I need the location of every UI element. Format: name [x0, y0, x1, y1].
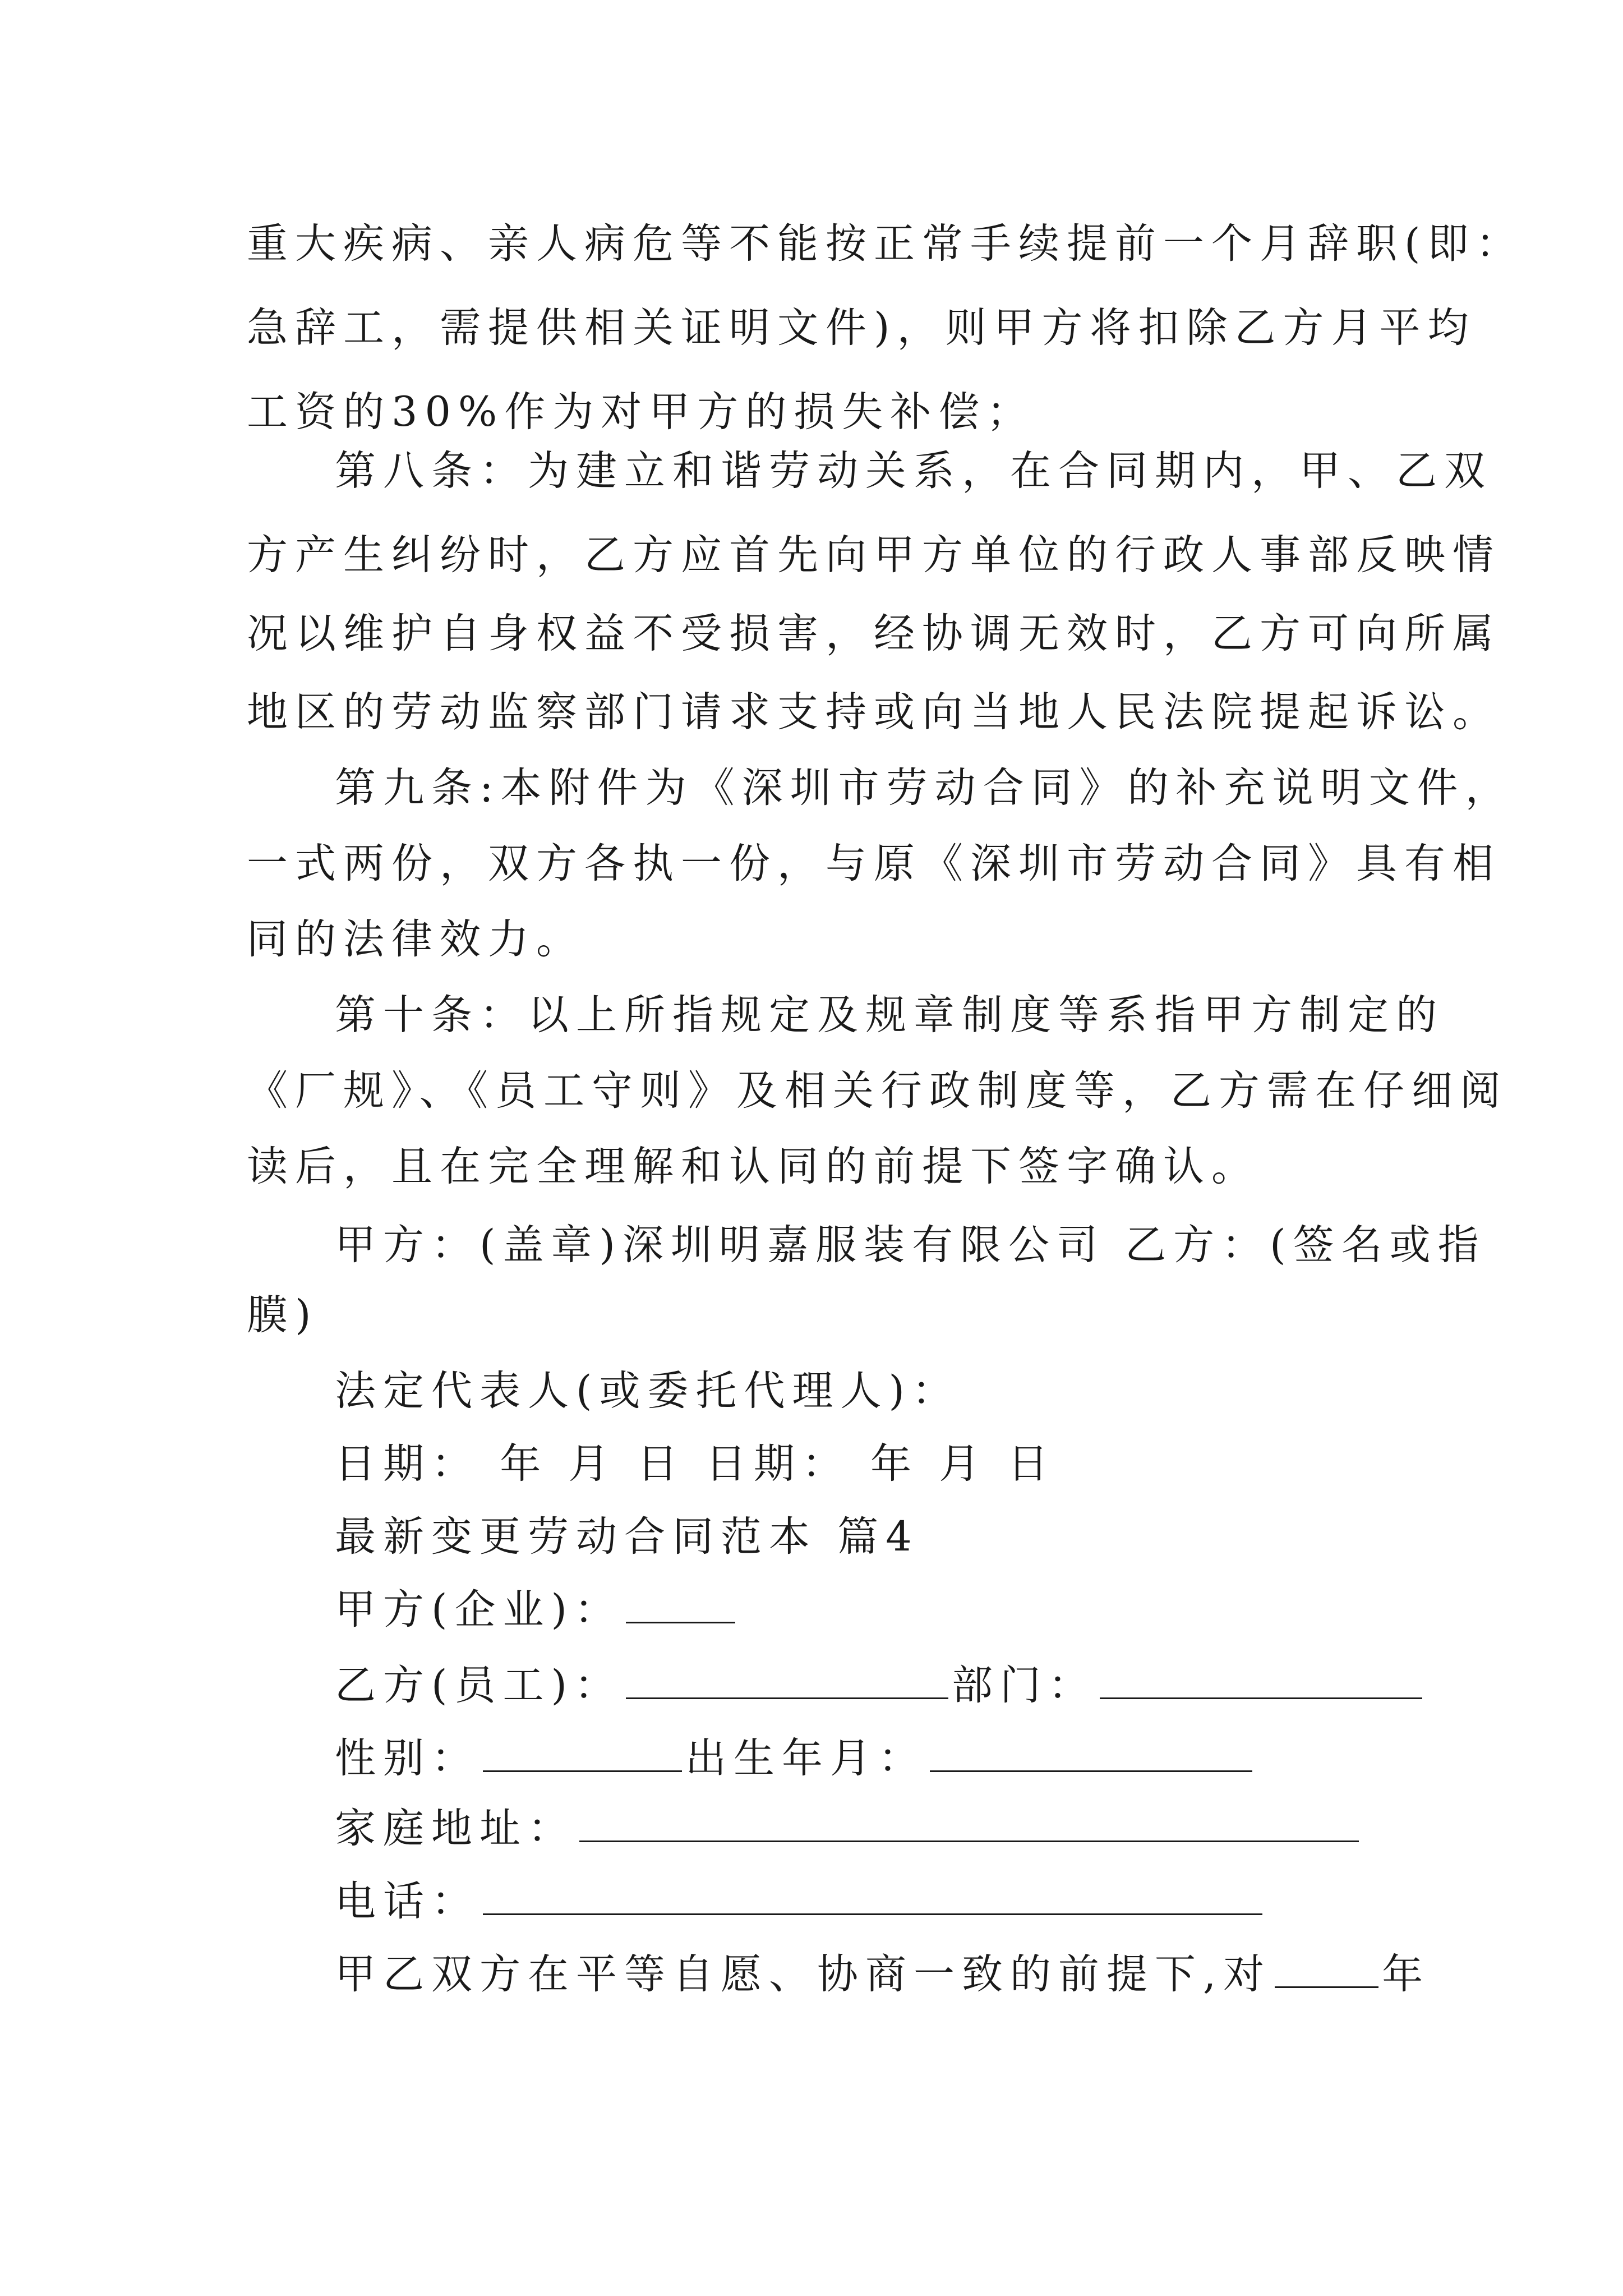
article-9-line: 第九条:本附件为《深圳市劳动合同》的补充说明文件， — [335, 764, 1514, 812]
employer-field-row — [335, 1582, 739, 1638]
phone-blank[interactable] — [483, 1879, 1262, 1915]
gender-blank[interactable] — [483, 1736, 682, 1772]
paragraph-line: 一式两份，双方各执一份，与原《深圳市劳动合同》具有相 — [247, 840, 1501, 887]
employer-blank[interactable] — [626, 1587, 735, 1623]
agreement-text: 甲乙双方在平等自愿、协商一致的前提下,对 — [335, 1950, 1272, 1998]
employee-field-row — [335, 1658, 1426, 1714]
date-line: 日期： 年 月 日 日期： 年 月 日 — [335, 1440, 1056, 1488]
birth-label: 出生年月： — [685, 1734, 926, 1782]
paragraph-line: 况以维护自身权益不受损害，经协调无效时，乙方可向所属 — [247, 610, 1501, 657]
department-label: 部门： — [951, 1662, 1096, 1709]
address-label: 家庭地址： — [335, 1805, 576, 1852]
article-10-line: 第十条：以上所指规定及规章制度等系指甲方制定的 — [335, 991, 1444, 1039]
phone-field-row — [335, 1874, 1266, 1930]
paragraph-line: 工资的30%作为对甲方的损失补偿； — [247, 388, 1035, 436]
paragraph-line: 重大疾病、亲人病危等不能按正常手续提前一个月辞职(即： — [247, 220, 1524, 268]
employer-label: 甲方(企业)： — [335, 1586, 623, 1634]
gender-label: 性别： — [335, 1734, 479, 1782]
year-label: 年 — [1382, 1950, 1431, 1998]
gender-birth-row — [335, 1731, 1256, 1787]
department-blank[interactable] — [1100, 1663, 1422, 1699]
article-8-line: 第八条：为建立和谐劳动关系，在合同期内，甲、乙双 — [335, 447, 1492, 495]
agreement-line — [335, 1947, 1430, 2003]
paragraph-line: 同的法律效力。 — [247, 915, 584, 963]
paragraph-line: 方产生纠纷时，乙方应首先向甲方单位的行政人事部反映情 — [247, 531, 1501, 579]
paragraph-line: 急辞工，需提供相关证明文件)，则甲方将扣除乙方月平均 — [247, 304, 1476, 352]
birth-blank[interactable] — [930, 1736, 1252, 1772]
paragraph-line: 膜) — [247, 1291, 319, 1339]
employee-blank[interactable] — [626, 1663, 948, 1699]
signature-parties-line: 甲方：(盖章)深圳明嘉服装有限公司 乙方：(签名或指 — [335, 1221, 1486, 1269]
legal-representative-line: 法定代表人(或委托代理人)： — [335, 1367, 960, 1415]
employee-label: 乙方(员工)： — [335, 1662, 623, 1709]
section-heading: 最新变更劳动合同范本 篇4 — [335, 1513, 919, 1561]
year-blank[interactable] — [1275, 1952, 1378, 1988]
address-blank[interactable] — [579, 1806, 1359, 1842]
paragraph-line: 《厂规》、《员工守则》及相关行政制度等，乙方需在仔细阅 — [247, 1067, 1508, 1115]
phone-label: 电话： — [335, 1878, 479, 1925]
address-field-row — [335, 1801, 1362, 1857]
paragraph-line: 读后，且在完全理解和认同的前提下签字确认。 — [247, 1143, 1260, 1190]
paragraph-line: 地区的劳动监察部门请求支持或向当地人民法院提起诉讼。 — [247, 688, 1501, 736]
